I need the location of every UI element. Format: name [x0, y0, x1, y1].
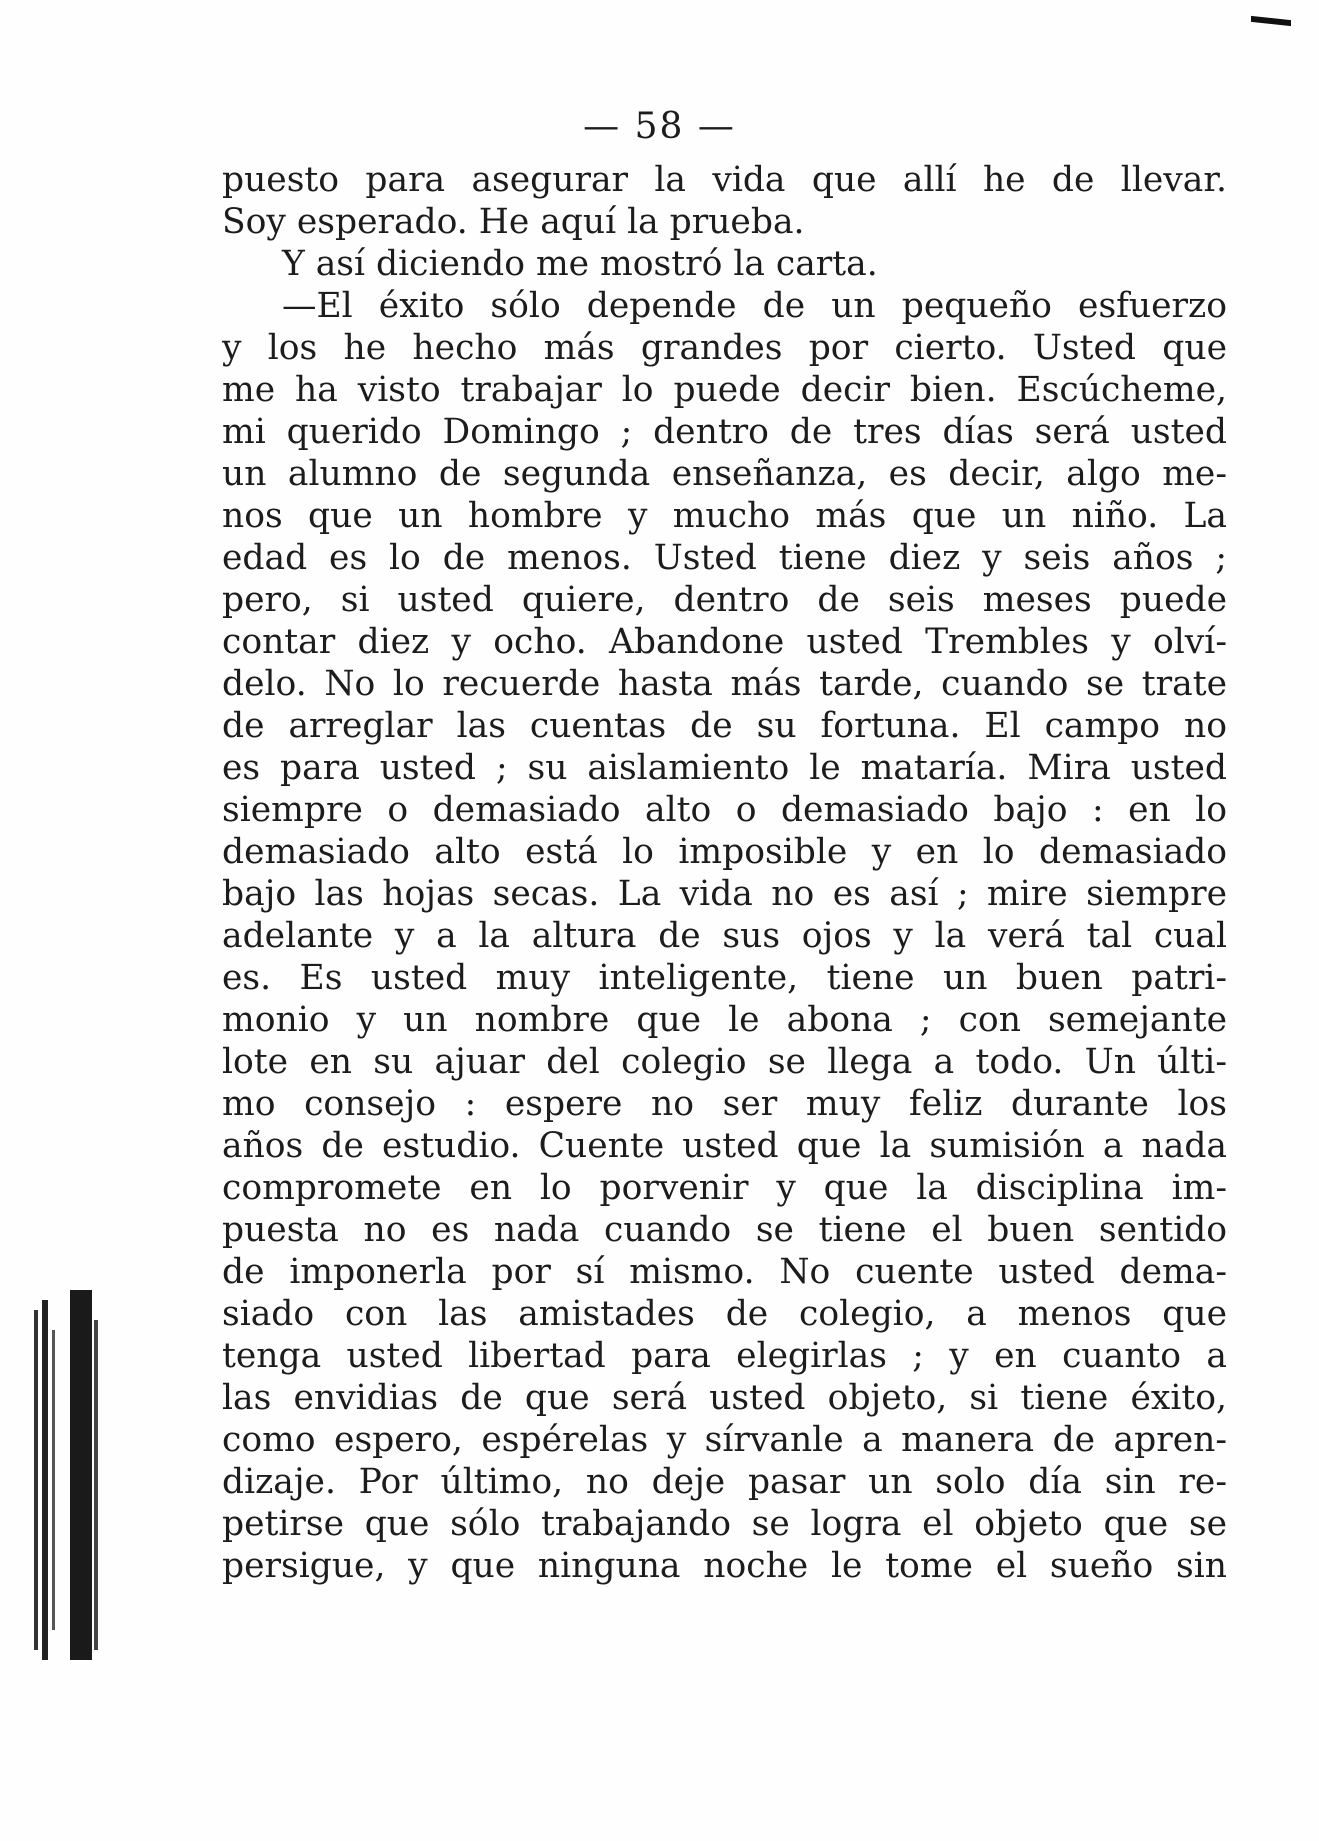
text-line: persigue, y que ninguna noche le tome el sueño sin [222, 1546, 1227, 1586]
text-line: las envidias de que será usted objeto, si tiene éxito, [222, 1378, 1227, 1418]
text-line: mo consejo : espere no ser muy feliz durante los [222, 1084, 1227, 1124]
text-line: nos que un hombre y mucho más que un niño. La [222, 496, 1227, 536]
text-line: lote en su ajuar del colegio se llega a todo. Un últi- [222, 1042, 1227, 1082]
text-line: como espero, espérelas y sírvanle a manera de apren- [222, 1420, 1227, 1460]
text-line: Soy esperado. He aquí la prueba. [222, 202, 805, 242]
text-line: tenga usted libertad para elegirlas ; y en cuanto a [222, 1336, 1227, 1376]
text-line: Y así diciendo me mostró la carta. [282, 244, 878, 284]
text-line: demasiado alto está lo imposible y en lo demasiado [222, 832, 1227, 872]
binding-shadow [30, 1290, 100, 1660]
text-line: delo. No lo recuerde hasta más tarde, cuando se trate [222, 664, 1227, 704]
text-line: de arreglar las cuentas de su fortuna. El campo no [222, 706, 1227, 746]
scan-corner-mark [1251, 16, 1291, 26]
text-line: edad es lo de menos. Usted tiene diez y seis años ; [222, 538, 1227, 578]
text-line: monio y un nombre que le abona ; con semejante [222, 1000, 1227, 1040]
text-line: contar diez y ocho. Abandone usted Trembles y olví- [222, 622, 1227, 662]
text-line: de imponerla por sí mismo. No cuente usted dema- [222, 1252, 1227, 1292]
text-line: siempre o demasiado alto o demasiado bajo : en lo [222, 790, 1227, 830]
text-line: puesto para asegurar la vida que allí he de llevar. [222, 160, 1227, 200]
text-line: es. Es usted muy inteligente, tiene un buen patri- [222, 958, 1227, 998]
text-line: años de estudio. Cuente usted que la sumisión a nada [222, 1126, 1227, 1166]
text-line: adelante y a la altura de sus ojos y la verá tal cual [222, 916, 1227, 956]
text-line: compromete en lo porvenir y que la disciplina im- [222, 1168, 1227, 1208]
text-line: bajo las hojas secas. La vida no es así ; mire siempre [222, 874, 1227, 914]
text-line: petirse que sólo trabajando se logra el objeto que se [222, 1504, 1227, 1544]
text-line: es para usted ; su aislamiento le mataría. Mira usted [222, 748, 1227, 788]
text-line: mi querido Domingo ; dentro de tres días será usted [222, 412, 1227, 452]
body-text [222, 159, 1227, 1587]
text-line: un alumno de segunda enseñanza, es decir, algo me- [222, 454, 1227, 494]
text-line: dizaje. Por último, no deje pasar un solo día sin re- [222, 1462, 1227, 1502]
text-line: y los he hecho más grandes por cierto. Usted que [222, 328, 1227, 368]
text-line: siado con las amistades de colegio, a menos que [222, 1294, 1227, 1334]
text-line: puesta no es nada cuando se tiene el buen sentido [222, 1210, 1227, 1250]
text-line: —El éxito sólo depende de un pequeño esfuerzo [282, 286, 1227, 326]
text-line: me ha visto trabajar lo puede decir bien. Escúcheme, [222, 370, 1227, 410]
text-line: pero, si usted quiere, dentro de seis meses puede [222, 580, 1227, 620]
page-number: — 58 — [583, 106, 736, 147]
